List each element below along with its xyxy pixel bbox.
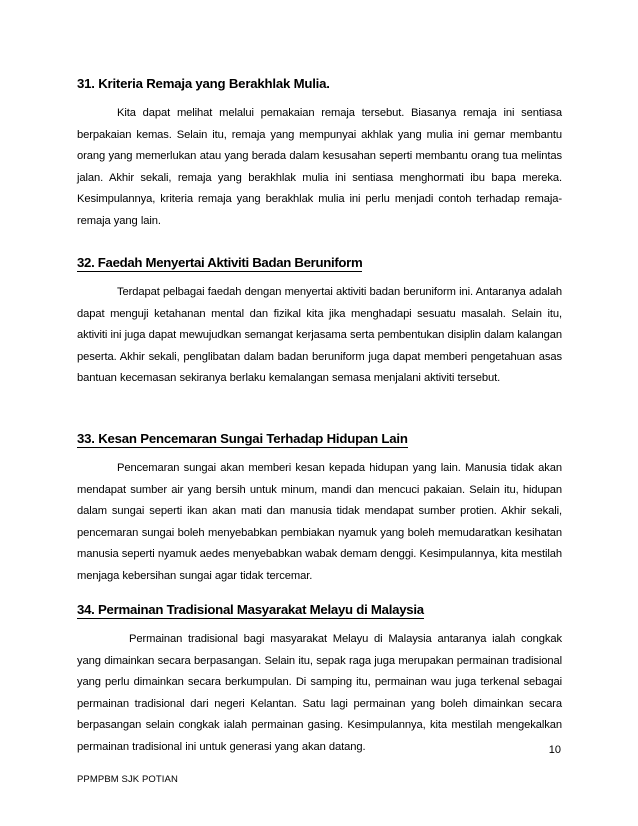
- section-paragraph: [77, 458, 562, 588]
- section-heading: 34. Permainan Tradisional Masyarakat Melayu di Malaysia: [77, 602, 424, 617]
- section-34: [77, 601, 562, 759]
- page-footer: PPMPBM SJK POTIAN: [77, 774, 178, 785]
- section-heading: 31. Kriteria Remaja yang Berakhlak Mulia.: [77, 76, 330, 91]
- section-33: [77, 430, 562, 588]
- page-number: 10: [548, 744, 561, 756]
- section-paragraph: [77, 103, 562, 233]
- paragraph-text: Terdapat pelbagai faedah dengan menyertai aktiviti badan beruniform ini. Antaranya adalah dapat menguji ketahanan mental dan fizikal kita jika menghadapi sesuatu masalah. Selain itu, aktiviti ini juga dapat mewujudkan semangat kerjasama serta pembentukan disiplin dalam kalangan peserta. Akhir sekali, penglibatan dalam badan beruniform juga dapat memberi pengetahuan asas bantuan kecemasan sekiranya berlaku kemalangan semasa menjalani aktiviti tersebut.: [77, 286, 562, 385]
- paragraph-text: Pencemaran sungai akan memberi kesan kepada hidupan yang lain. Manusia tidak akan mendapat sumber air yang bersih untuk minum, mandi dan mencuci pakaian. Selain itu, hidupan dalam sungai seperti ikan akan mati dan manusia tidak mendapat sumber protien. Akhir sekali, pencemaran sungai boleh menyebabkan pembiakan nyamuk yang boleh memudaratkan kesihatan manusia seperti nyamuk aedes menyebabkan wabak demam denggi. Kesimpulannya, kita mestilah menjaga kebersihan sungai agar tidak tercemar.: [77, 462, 563, 582]
- section-heading: 33. Kesan Pencemaran Sungai Terhadap Hidupan Lain: [77, 431, 408, 446]
- section-paragraph: [77, 282, 562, 390]
- paragraph-text: Permainan tradisional bagi masyarakat Melayu di Malaysia antaranya ialah congkak yang dimainkan secara berpasangan. Selain itu, sepak raga juga merupakan permainan tradisional yang perlu dimainkan secara berkumpulan. Di samping itu, permainan wau juga terkenal sebagai permainan tradisional dari negeri Kelantan. Satu lagi permainan yang boleh dimainkan secara berpasangan selain congkak ialah permainan gasing. Kesimpulannya, kita mestilah mengekalkan permainan tradisional ini untuk generasi yang akan datang.: [77, 633, 562, 753]
- section-31: [77, 75, 562, 233]
- section-heading: 32. Faedah Menyertai Aktiviti Badan Beruniform: [77, 255, 363, 270]
- paragraph-text: Kita dapat melihat melalui pemakaian remaja tersebut. Biasanya remaja ini sentiasa berpakaian kemas. Selain itu, remaja yang mempunyai akhlak yang mulia ini gemar membantu orang yang memerlukan atau yang berada dalam kesusahan seperti membantu orang tua melintas jalan. Akhir sekali, remaja yang berakhlak mulia ini sentiasa menghormati ibu bapa mereka. Kesimpulannya, kriteria remaja yang berakhlak mulia ini perlu menjadi contoh terhadap remaja- remaja yang lain.: [77, 107, 562, 227]
- section-32: [77, 254, 562, 390]
- section-paragraph: [77, 629, 562, 759]
